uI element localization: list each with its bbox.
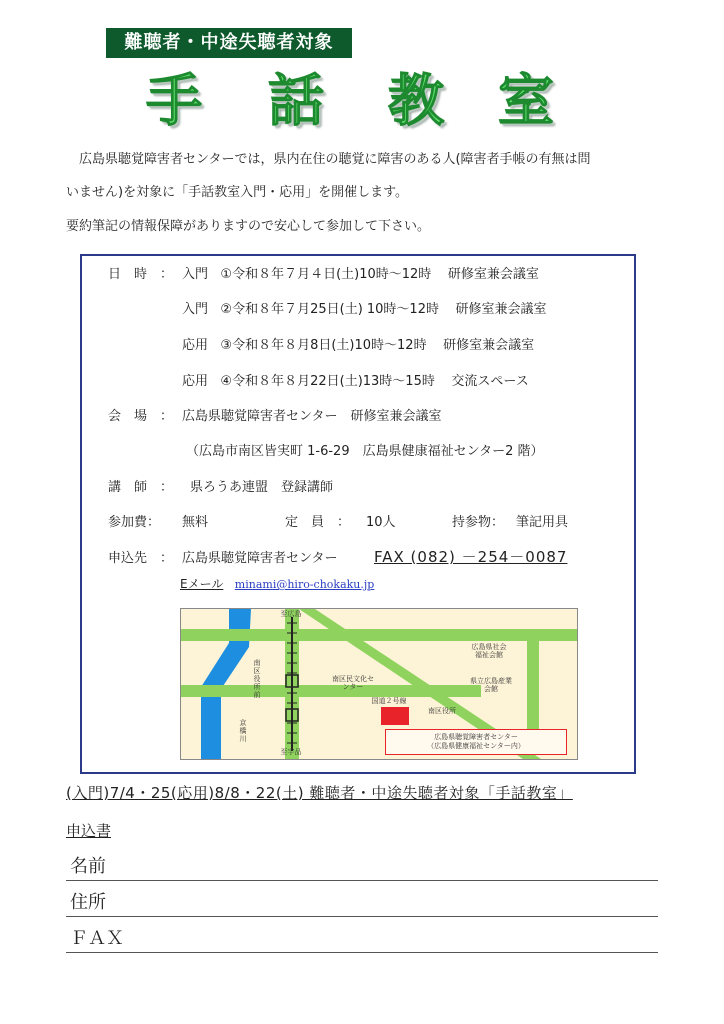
- schedule-datetime: ②令和８年７月25日(土) 10時～12時: [220, 302, 439, 317]
- schedule-type: 入門: [182, 302, 209, 317]
- email-row: [180, 575, 374, 594]
- callout-line: 広島県聴覚障害者センター: [434, 733, 518, 741]
- schedule-datetime: ④令和８年８月22日(土)13時～15時: [220, 374, 435, 389]
- intro-line: 広島県聴覚障害者センターでは，県内在住の聴覚に障害のある人(障害者手帳の有無は問: [66, 152, 591, 167]
- target-audience-badge: 難聴者・中途失聴者対象: [106, 28, 352, 58]
- form-field-fax[interactable]: ＦＡＸ: [70, 928, 124, 949]
- intro-line: いません)を対象に「手話教室入門・応用」を開催します。: [66, 185, 409, 200]
- title-char: 室: [498, 69, 554, 134]
- apply-label: 申込先 ：: [108, 551, 174, 566]
- form-field-divider: [66, 916, 658, 917]
- bring-label: 持参物：: [452, 515, 505, 530]
- schedule-place: 研修室兼会議室: [455, 302, 547, 317]
- center-building-marker: [381, 707, 409, 725]
- map-label-minami-station: 南区役所前: [253, 659, 261, 699]
- venue-label: 会 場 ：: [108, 409, 174, 424]
- form-field-name[interactable]: 名前: [70, 856, 106, 877]
- form-subtitle: 申込書: [66, 822, 112, 840]
- fee-label: 参加費：: [108, 515, 161, 530]
- venue-address: （広島市南区皆実町 1-6-29 広島県健康福祉センター2 階）: [186, 444, 544, 459]
- schedule-item: [182, 373, 529, 391]
- title-char: 手: [146, 69, 202, 134]
- map-label-route2: 国道２号線: [371, 697, 407, 705]
- instructor-value: 県ろうあ連盟 登録講師: [190, 480, 334, 495]
- form-field-divider: [66, 880, 658, 881]
- map-label-to-ujina: 至宇品: [280, 748, 302, 756]
- email-label: Eメール: [180, 577, 224, 591]
- bring-value: 筆記用具: [516, 515, 569, 530]
- apply-fax: FAX (082) －254－0087: [374, 548, 568, 566]
- schedule-type: 応用: [182, 374, 209, 389]
- schedule-item: [182, 337, 534, 355]
- capacity-label: 定 員 ：: [285, 515, 351, 530]
- map-label-industry-hall: 県立広島産業会館: [470, 677, 512, 693]
- map-label-social-welfare: 広島県社会福祉会館: [471, 643, 507, 659]
- schedule-type: 入門: [182, 267, 209, 282]
- schedule-item: [182, 266, 539, 284]
- form-title: (入門)7/4・25(応用)8/8・22(土) 難聴者・中途失聴者対象「手話教室」: [66, 784, 573, 802]
- schedule-item: [182, 301, 547, 319]
- schedule-label: 日 時 ：: [108, 267, 174, 282]
- map-label-kyobashi: 京橋川: [239, 719, 247, 743]
- intro-line: 要約筆記の情報保障がありますので安心して参加して下さい。: [66, 219, 431, 234]
- schedule-place: 研修室兼会議室: [443, 338, 535, 353]
- email-link[interactable]: minami@hiro-chokaku.jp: [234, 578, 375, 591]
- title-char: 話: [268, 69, 324, 134]
- schedule-place: 研修室兼会議室: [447, 267, 539, 282]
- fee-value: 無料: [182, 515, 209, 530]
- map-label-to-hiroshima: 至広島: [280, 610, 302, 618]
- tram-line: [285, 609, 299, 759]
- venue-name: 広島県聴覚障害者センター 研修室兼会議室: [182, 409, 442, 424]
- map-label-minami-ward-hall: 南区民文化センター: [332, 675, 374, 691]
- page-title: [100, 68, 620, 136]
- form-field-address[interactable]: 住所: [70, 892, 106, 913]
- center-callout: [385, 729, 567, 755]
- capacity-value: 10人: [366, 515, 396, 530]
- map-label-minami-office: 南区役所: [428, 707, 456, 715]
- schedule-type: 応用: [182, 338, 209, 353]
- schedule-datetime: ③令和８年８月8日(土)10時～12時: [220, 338, 427, 353]
- access-map: [180, 608, 578, 760]
- title-char: 教: [388, 69, 444, 134]
- instructor-label: 講 師 ：: [108, 480, 174, 495]
- apply-org: 広島県聴覚障害者センター: [182, 551, 338, 566]
- schedule-datetime: ①令和８年７月４日(土)10時～12時: [220, 267, 432, 282]
- schedule-place: 交流スペース: [451, 374, 529, 389]
- form-field-divider: [66, 952, 658, 953]
- callout-line: （広島県健康福祉センター内）: [427, 742, 525, 750]
